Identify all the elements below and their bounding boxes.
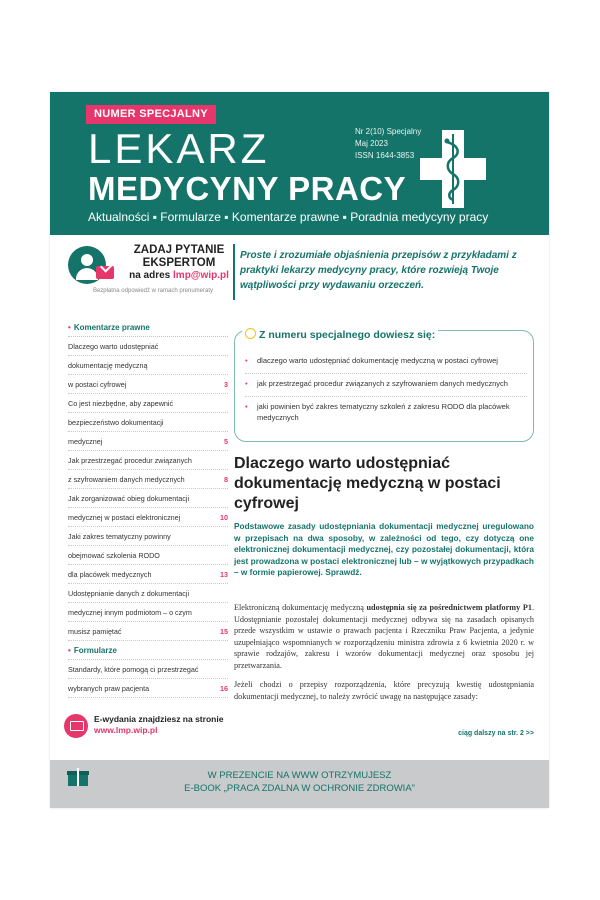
- callout-item: • jaki powinien być zakres tematyczny szkoleń z zakresu RODO dla placówek medycznych: [245, 401, 527, 430]
- issue-number: Nr 2(10) Specjalny: [355, 127, 422, 136]
- toc-entry-text: Co jest niezbędne, aby zapewnić: [68, 399, 174, 408]
- toc-entry-text: Jak przestrzegać procedur związanych: [68, 456, 192, 465]
- toc-entry-text: medycznej w postaci elektronicznej: [68, 513, 181, 522]
- toc-entry[interactable]: [68, 603, 228, 622]
- toc-entry-text: w postaci cyfrowej: [68, 380, 127, 389]
- toc-entry[interactable]: [68, 489, 228, 508]
- toc-entry[interactable]: [68, 565, 228, 584]
- e-editions-text: E-wydania znajdziesz na stronie www.lmp.wip.pl: [94, 714, 229, 736]
- toc-entry[interactable]: [68, 622, 228, 641]
- toc-entry-text: medycznej: [68, 437, 103, 446]
- issn: ISSN 1644-3853: [355, 151, 415, 160]
- issue-date: Maj 2023: [355, 139, 388, 148]
- special-issue-callout: [234, 330, 534, 442]
- toc-entry[interactable]: [68, 546, 228, 565]
- toc-page-number: [224, 394, 228, 412]
- toc-entry[interactable]: [68, 584, 228, 603]
- ask-expert-title: ZADAJ PYTANIE EKSPERTOM: [133, 244, 225, 269]
- continued-link[interactable]: ciąg dalszy na str. 2 >>: [458, 730, 534, 737]
- toc-entry-text: dla placówek medycznych: [68, 570, 152, 579]
- toc-page-number: 16: [220, 684, 228, 693]
- toc-entry-text: Standardy, które pomogą ci przestrzegać: [68, 665, 199, 674]
- article-paragraph: Jeżeli chodzi o przepisy rozporządzenia, które precyzują kwestię udostępniania dokumentacji medycznej, to należy zwrócić uwagę na następujące zasady:: [234, 680, 534, 701]
- toc-page-number: 3: [224, 380, 228, 389]
- toc-page-number: [224, 413, 228, 431]
- toc-page-number: [224, 546, 228, 564]
- toc-page-number: 13: [220, 570, 228, 579]
- laptop-icon: [64, 714, 88, 738]
- title-line-2: MEDYCYNY PRACY: [88, 170, 407, 207]
- toc-entry-text: Dlaczego warto udostępniać: [68, 342, 159, 351]
- toc-entry-text: wybranych praw pacjenta: [68, 684, 150, 693]
- toc-entry-text: Jak zorganizować obieg dokumentacji: [68, 494, 190, 503]
- callout-list: [245, 355, 527, 434]
- callout-item: • dlaczego warto udostępniać dokumentację medyczną w postaci cyfrowej: [245, 355, 527, 374]
- toc-page-number: [224, 584, 228, 602]
- caduceus-icon: [420, 130, 486, 208]
- issue-info: [355, 126, 421, 162]
- toc-entry-text: obejmować szkolenia RODO: [68, 551, 160, 560]
- toc-page-number: [224, 660, 228, 678]
- toc-entry-text: Udostępnianie danych z dokumentacji: [68, 589, 190, 598]
- toc-entry[interactable]: [68, 660, 228, 679]
- toc-entry-text: medycznej innym podmiotom – o czym: [68, 608, 192, 617]
- article-title: Dlaczego warto udostępniać dokumentację medyczną w postaci cyfrowej: [234, 455, 501, 512]
- toc-page-number: [224, 356, 228, 374]
- toc-entry-text: musisz pamiętać: [68, 627, 122, 636]
- toc-entry[interactable]: [68, 527, 228, 546]
- toc-entry-text: dokumentację medyczną: [68, 361, 148, 370]
- toc-entry[interactable]: [68, 356, 228, 375]
- envelope-icon: [96, 266, 114, 279]
- gift-banner: [50, 760, 549, 808]
- table-of-contents: [68, 318, 228, 698]
- article-paragraph: Elektroniczną dokumentację medyczną udostępnia się za pośrednictwem platformy P1. Udostępnianie pozostałej dokumentacji medycznej odbywa się na zasadach opisanych przede wszystkim w ustawie o prawach pacjenta i Rzeczniku Praw Pacjenta, a jedynie uzupełniająco wspomnianych w rozporządzeniu ministra zdrowia z 6 kwietnia 2020 r. w sprawie rodzajów, zakresu i wzorów dokumentacji medycznej oraz sposobu jej przetwarzania.: [234, 603, 534, 670]
- bullet-icon: •: [68, 646, 71, 655]
- medical-cross-icon: [420, 130, 486, 208]
- toc-entry[interactable]: [68, 679, 228, 698]
- gift-banner-line-2: E-BOOK „PRACA ZDALNA W OCHRONIE ZDROWIA”: [184, 783, 415, 794]
- toc-entry[interactable]: [68, 451, 228, 470]
- toc-section-title: • Formularze: [68, 641, 228, 660]
- special-issue-badge: NUMER SPECJALNY: [86, 105, 216, 124]
- toc-entry-text: Jaki zakres tematyczny powinny: [68, 532, 171, 541]
- ask-expert-note: Bezpłatna odpowiedź w ramach prenumeraty: [92, 288, 214, 294]
- toc-entry[interactable]: [68, 508, 228, 527]
- newsletter-page: [50, 92, 549, 808]
- toc-page-number: 8: [224, 475, 228, 484]
- title-line-1: LEKARZ: [88, 125, 270, 172]
- toc-entry[interactable]: [68, 413, 228, 432]
- toc-section-title: • Komentarze prawne: [68, 318, 228, 337]
- e-editions-block: [64, 710, 229, 746]
- intro-divider: [233, 244, 235, 300]
- article-lead: Podstawowe zasady udostępniania dokumentacji medycznej uregulowano w przepisach na dwa sposoby, w zależności od tego, czy dotyczą one elektronicznej dokumentacji medycznej, czy pozostałej dokumentacji, która jest prowadzona w postaci elektronicznej lub – w wyjątkowych przypadkach – w formie papierowej. Sprawdź.: [234, 521, 534, 577]
- toc-entry-text: bezpieczeństwo dokumentacji: [68, 418, 164, 427]
- toc-page-number: [224, 451, 228, 469]
- toc-entry-text: z szyfrowaniem danych medycznych: [68, 475, 185, 484]
- toc-page-number: 5: [224, 437, 228, 446]
- callout-title: Z numeru specjalnego dowiesz się:: [242, 328, 438, 341]
- masthead: [50, 92, 549, 235]
- bullet-icon: •: [68, 323, 71, 332]
- article-body: [234, 602, 534, 710]
- ask-expert-address: na adres lmp@wip.pl: [129, 270, 229, 281]
- expert-email-link[interactable]: lmp@wip.pl: [173, 270, 229, 281]
- toc-entry[interactable]: [68, 337, 228, 356]
- toc-page-number: 10: [220, 513, 228, 522]
- toc-entry[interactable]: [68, 432, 228, 451]
- toc-entry[interactable]: [68, 375, 228, 394]
- ask-expert-block: [68, 244, 238, 300]
- lightbulb-icon: [245, 328, 256, 339]
- intro-text: Proste i zrozumiałe objaśnienia przepisów z przykładami z praktyki lekarzy medycyny pracy, które rozwieją Twoje wątpliwości przy wydawaniu orzeczeń.: [240, 250, 517, 291]
- toc-page-number: [224, 603, 228, 621]
- callout-item: • jak przestrzegać procedur związanych z szyfrowaniem danych medycznych: [245, 378, 527, 397]
- toc-page-number: [224, 527, 228, 545]
- toc-page-number: 15: [220, 627, 228, 636]
- toc-page-number: [224, 337, 228, 355]
- tagline: Aktualności ▪ Formularze ▪ Komentarze prawne ▪ Poradnia medycyny pracy: [88, 210, 489, 224]
- toc-page-number: [224, 489, 228, 507]
- toc-entry[interactable]: [68, 394, 228, 413]
- gift-banner-line-1: W PREZENCIE NA WWW OTRZYMUJESZ: [207, 770, 392, 781]
- e-editions-link[interactable]: www.lmp.wip.pl: [94, 725, 158, 735]
- toc-entry[interactable]: [68, 470, 228, 489]
